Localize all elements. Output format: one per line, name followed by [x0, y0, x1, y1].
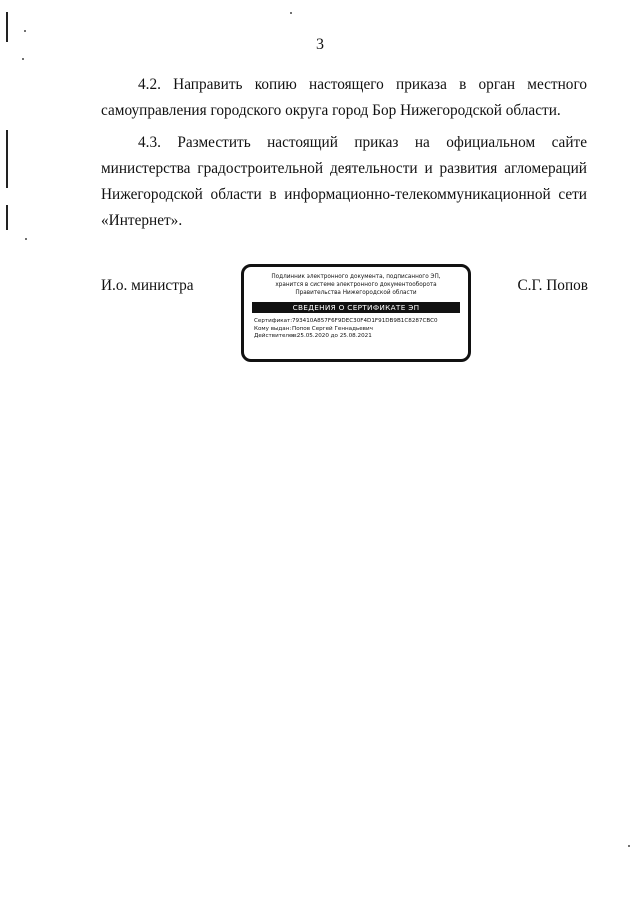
stamp-valid-row — [254, 333, 468, 341]
stamp-header-line: Подлинник электронного документа, подписанного ЭП, — [271, 274, 441, 280]
signatory-position: И.о. министра — [101, 277, 194, 294]
scan-dot — [25, 238, 27, 240]
stamp-issued-to-label: Кому выдан: — [254, 325, 292, 332]
electronic-signature-stamp — [241, 264, 471, 362]
stamp-issued-to-value: Попов Сергей Геннадьевич — [292, 325, 373, 332]
stamp-details — [254, 318, 468, 341]
scan-dot — [290, 12, 292, 14]
stamp-title: СВЕДЕНИЯ О СЕРТИФИКАТЕ ЭП — [252, 302, 460, 313]
scan-margin-mark — [6, 130, 8, 188]
scan-dot — [24, 30, 26, 32]
paragraph-text: 4.2. Направить копию настоящего приказа в орган местного самоуправления городского округа город Бор Нижегородской области. — [101, 76, 587, 119]
stamp-header-line: хранится в системе электронного документооборота — [275, 282, 437, 288]
stamp-valid-value: с 25.05.2020 до 25.08.2021 — [292, 333, 372, 340]
paragraph-4-3 — [101, 130, 587, 234]
stamp-certificate-row — [254, 318, 468, 326]
paragraph-text: 4.3. Разместить настоящий приказ на официальном сайте министерства градостроительной деятельности и развития агломераций Нижегородской области в информационно-телекоммуникационной сети «Интернет». — [101, 134, 587, 229]
stamp-header-line: Правительства Нижегородской области — [295, 290, 417, 296]
scan-margin-mark — [6, 12, 8, 42]
stamp-valid-label: Действителен: — [254, 333, 298, 340]
stamp-header — [244, 273, 468, 297]
stamp-certificate-label: Сертификат: — [254, 318, 293, 324]
scan-dot — [22, 58, 24, 60]
page-number: 3 — [316, 36, 324, 53]
signatory-name: С.Г. Попов — [517, 277, 588, 294]
scan-dot — [628, 845, 630, 847]
scan-margin-mark — [6, 205, 8, 230]
paragraph-4-2 — [101, 72, 587, 124]
stamp-certificate-value: 793410A857F6F9DEC30F4D1F91DB9B1C8287CBC0 — [292, 318, 438, 324]
